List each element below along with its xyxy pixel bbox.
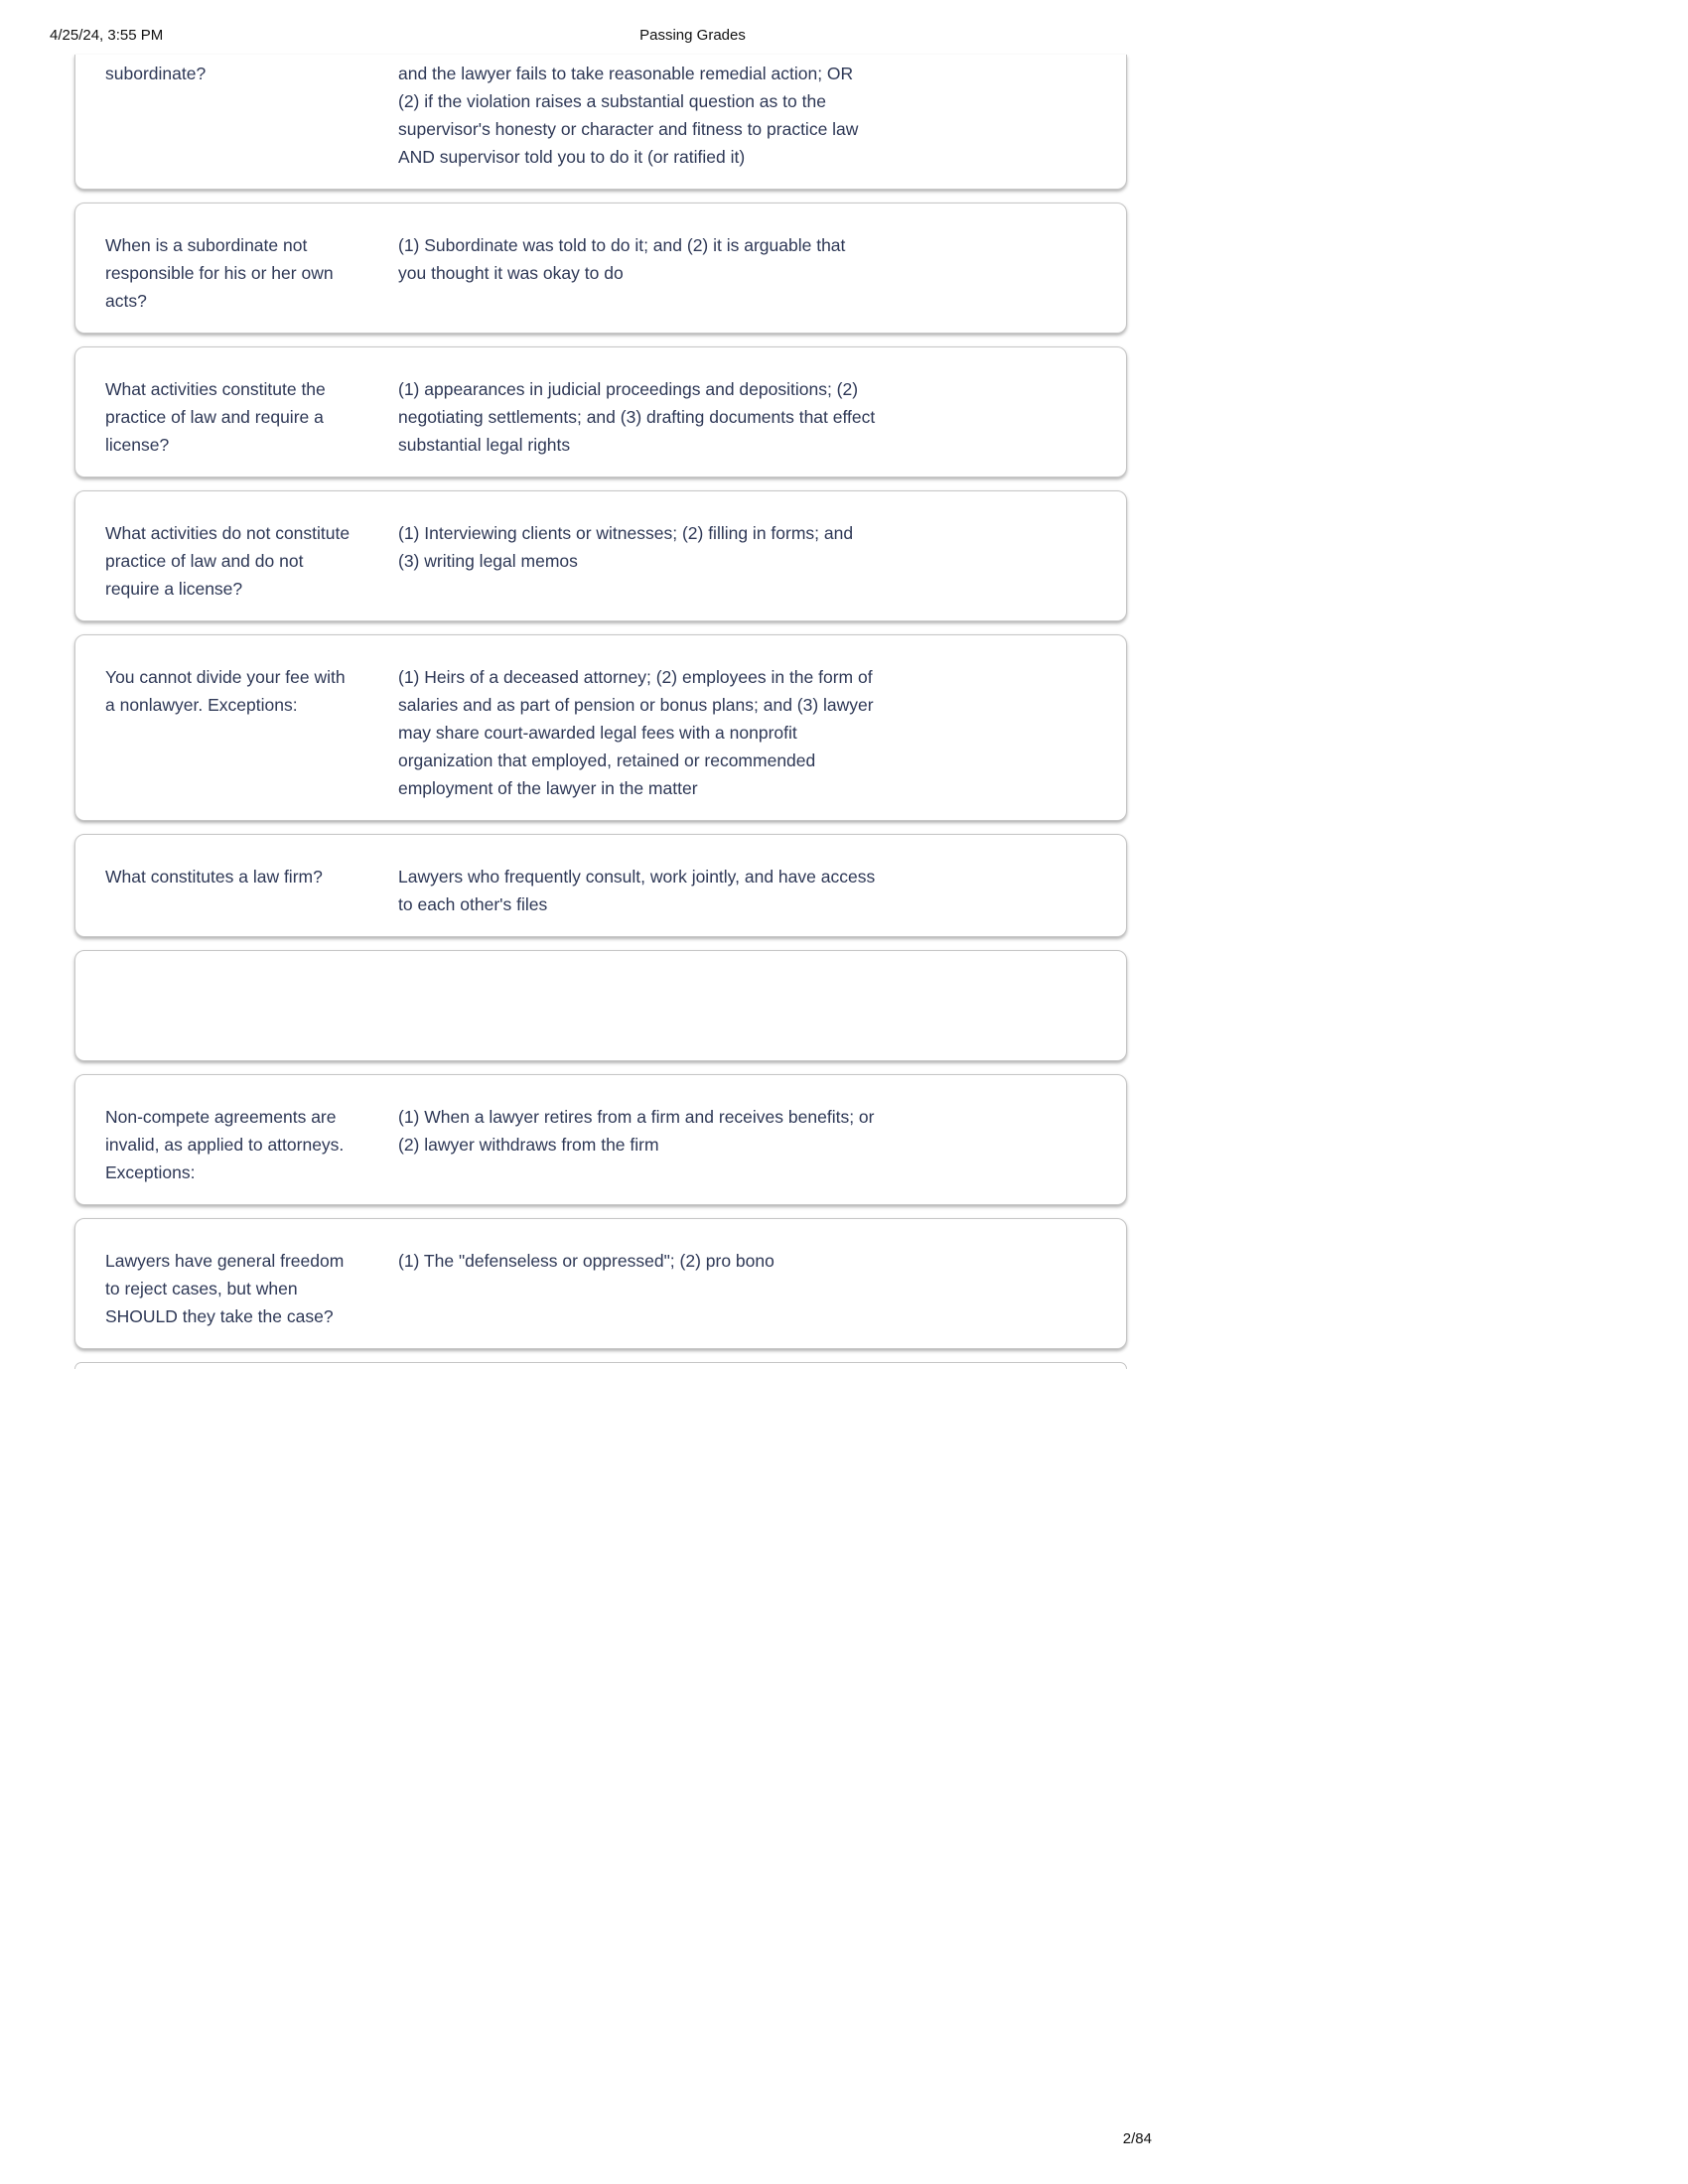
flashcard	[74, 490, 1127, 621]
card-answer: (1) appearances in judicial proceedings and depositions; (2) negotiating settlements; and (3) drafting documents that effect substantial legal rights	[398, 379, 876, 455]
card-answer: (1) Interviewing clients or witnesses; (2) filling in forms; and (3) writing legal memos	[398, 523, 854, 571]
flashcard	[74, 55, 1127, 190]
card-question: Lawyers have general freedom to reject cases, but when SHOULD they take the case?	[105, 1251, 345, 1326]
card-answer	[398, 979, 877, 1042]
card-answer: (1) The "defenseless or oppressed"; (2) pro bono	[398, 1251, 774, 1271]
flashcard	[74, 346, 1127, 478]
flashcard	[74, 1074, 1127, 1205]
page-title: Passing Grades	[639, 27, 746, 44]
card-list	[74, 55, 1127, 1369]
flashcard	[74, 950, 1127, 1061]
flashcard	[74, 634, 1127, 821]
flashcard	[74, 203, 1127, 334]
card-answer: Lawyers who frequently consult, work jointly, and have access to each other's files	[398, 867, 876, 914]
card-question: You cannot divide your fee with a nonlawyer. Exceptions:	[105, 667, 346, 715]
header-datetime: 4/25/24, 3:55 PM	[50, 27, 164, 44]
next-card-top-edge	[74, 1362, 1127, 1369]
card-answer: (1) Heirs of a deceased attorney; (2) employees in the form of salaries and as part of pension or bonus plans; and (3) lawyer may share court-awarded legal fees with a nonprofit organization that employed, retained or recommended employment of the lawyer in the matter	[398, 667, 874, 798]
card-answer: and the lawyer fails to take reasonable remedial action; OR (2) if the violation raises a substantial question as to the supervisor's honesty or character and fitness to practice law AND supervisor told you to do it (or ratified it)	[398, 64, 859, 167]
card-question: When is a subordinate not responsible for his or her own acts?	[105, 235, 334, 311]
card-question: Non-compete agreements are invalid, as applied to attorneys. Exceptions:	[105, 1107, 345, 1182]
card-question: What activities constitute the practice of law and require a license?	[105, 379, 326, 455]
card-question: What constitutes a law firm?	[105, 867, 323, 887]
card-question	[105, 979, 353, 1042]
footer-page-indicator: 2/84	[1122, 2130, 1152, 2147]
card-question: What activities do not constitute practice of law and do not require a license?	[105, 523, 351, 599]
flashcard	[74, 834, 1127, 937]
card-question: subordinate?	[105, 64, 207, 83]
flashcard	[74, 1218, 1127, 1349]
card-answer: (1) When a lawyer retires from a firm and receives benefits; or (2) lawyer withdraws from the firm	[398, 1107, 875, 1155]
card-answer: (1) Subordinate was told to do it; and (2) it is arguable that you thought it was okay to do	[398, 235, 846, 283]
